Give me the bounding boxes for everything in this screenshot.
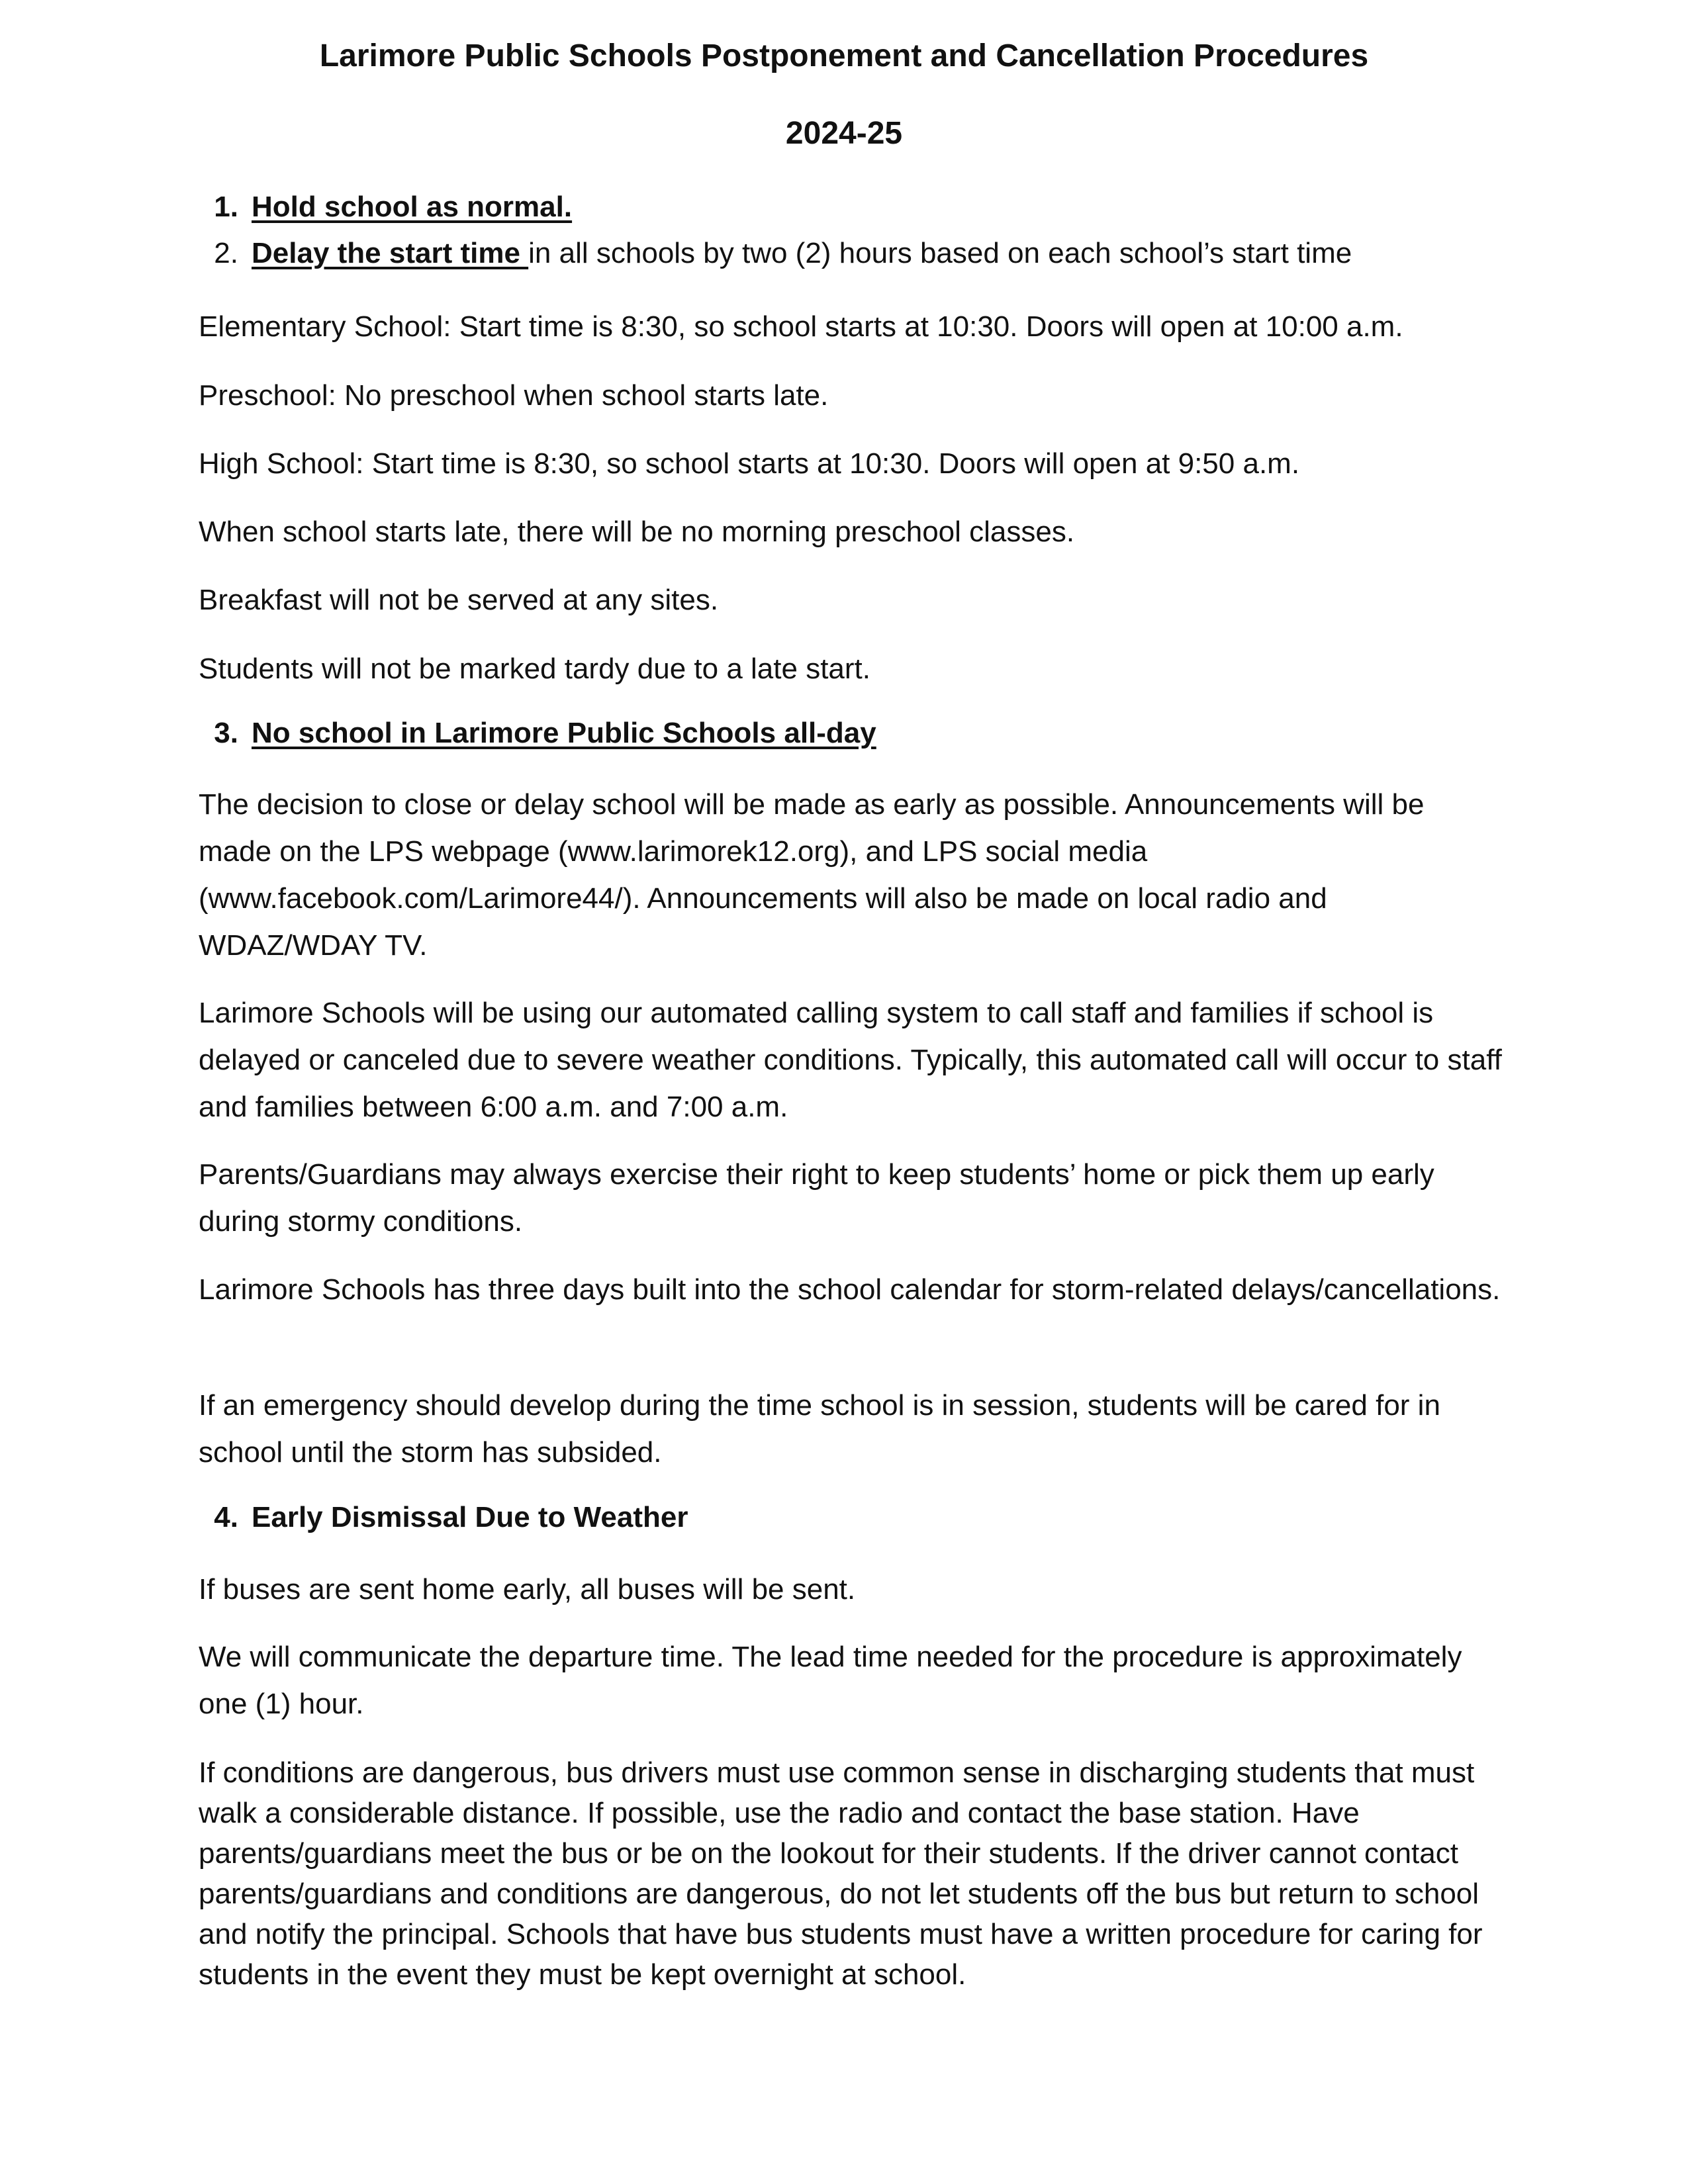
paragraph: Parents/Guardians may always exercise their right to keep students’ home or pick them up early during stormy conditions. <box>199 1158 1434 1238</box>
paragraph: Larimore Schools will be using our automated calling system to call staff and families if school is delayed or canceled due to severe weather conditions. Typically, this automated call will occur to staff and families between 6:00 a.m. and 7:00 a.m. <box>199 997 1502 1123</box>
list-number: 3. <box>214 717 238 749</box>
paragraph: Elementary School: Start time is 8:30, so school starts at 10:30. Doors will open at 10:00 a.m. <box>199 310 1403 343</box>
paragraph: We will communicate the departure time. The lead time needed for the procedure is approximately one (1) hour. <box>199 1641 1462 1720</box>
list-number: 4. <box>214 1501 238 1533</box>
paragraph: Breakfast will not be served at any sites. <box>199 584 719 616</box>
paragraph: When school starts late, there will be no morning preschool classes. <box>199 516 1075 548</box>
paragraph: The decision to close or delay school will be made as early as possible. Announcements will be made on the LPS webpage (www.larimorek12.org), and LPS social media (www.facebook.com/Larimore44/). Announcements will also be made on local radio and WDAZ/WDAY TV. <box>199 788 1425 962</box>
document-year: 2024-25 <box>785 116 903 151</box>
paragraph: High School: Start time is 8:30, so school starts at 10:30. Doors will open at 9:50 a.m. <box>199 447 1300 480</box>
list-heading: Early Dismissal Due to Weather <box>252 1501 688 1533</box>
list-heading: Delay the start time <box>252 237 529 269</box>
paragraph: If an emergency should develop during the time school is in session, students will be cared for in school until the storm has subsided. <box>199 1389 1440 1469</box>
paragraph: Preschool: No preschool when school starts late. <box>199 379 829 412</box>
document-title: Larimore Public Schools Postponement and Cancellation Procedures <box>319 38 1369 73</box>
list-rest: in all schools by two (2) hours based on each school’s start time <box>528 237 1352 269</box>
list-text <box>252 234 1352 273</box>
paragraph: If buses are sent home early, all buses will be sent. <box>199 1573 856 1606</box>
list-number: 2. <box>214 237 238 269</box>
paragraph: Students will not be marked tardy due to a late start. <box>199 653 870 685</box>
paragraph: If conditions are dangerous, bus drivers must use common sense in discharging students that must walk a considerable distance. If possible, use the radio and contact the base station. Have parents/guardians meet the bus or be on the lookout for their students. If the driver cannot contact parents/guardians and conditions are dangerous, do not let students off the bus but return to school and notify the principal. Schools that have bus students must have a written procedure for caring for students in the event they must be kept overnight at school. <box>199 1756 1483 1991</box>
paragraph: Larimore Schools has three days built into the school calendar for storm-related delays/cancellations. <box>199 1273 1501 1306</box>
list-heading: Hold school as normal. <box>252 191 573 223</box>
list-heading: No school in Larimore Public Schools all-day <box>252 717 876 749</box>
list-number: 1. <box>214 191 238 223</box>
